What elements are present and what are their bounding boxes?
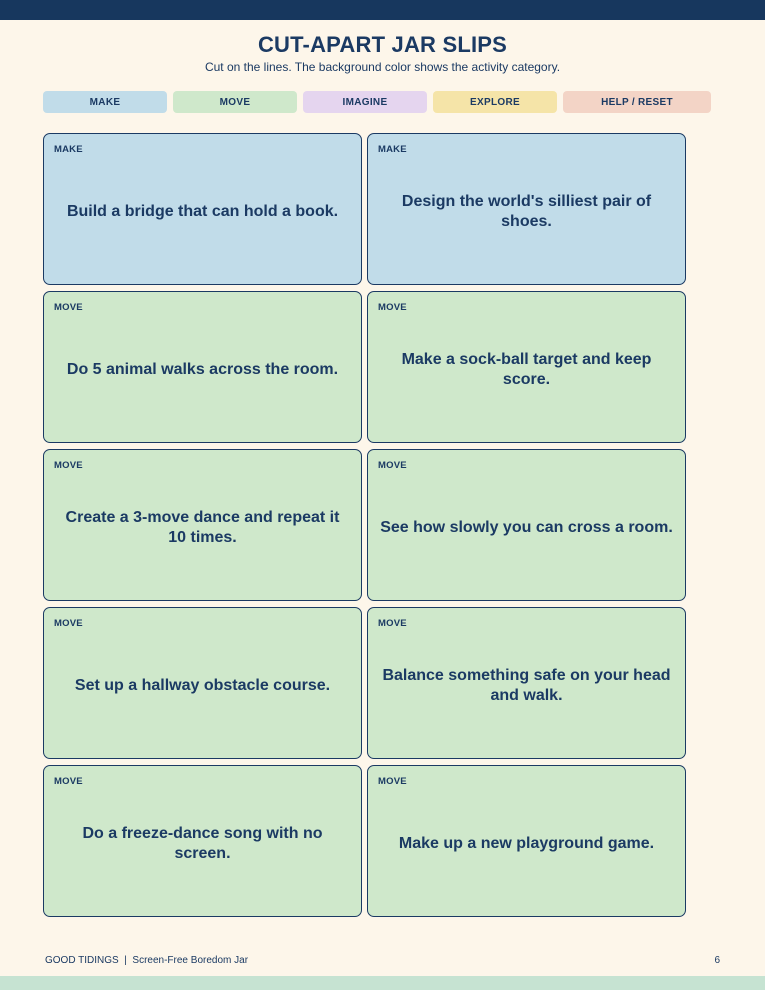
- bottom-accent-bar: [0, 976, 765, 990]
- slip-category-label: MAKE: [378, 144, 407, 155]
- slip-category-label: MOVE: [378, 776, 407, 787]
- slip-category-label: MOVE: [54, 776, 83, 787]
- jar-slip: [367, 449, 686, 601]
- slip-activity-text: Set up a hallway obstacle course.: [74, 677, 331, 694]
- slip-category-label: MOVE: [54, 302, 83, 313]
- slip-category-label: MOVE: [54, 460, 83, 471]
- slip-activity-text: Make up a new playground game.: [398, 835, 655, 852]
- jar-slip: [367, 765, 686, 917]
- slip-activity-text: Build a bridge that can hold a book.: [66, 203, 339, 220]
- slip-category-label: MOVE: [378, 460, 407, 471]
- jar-slip: [367, 607, 686, 759]
- category-legend: [43, 91, 711, 113]
- slip-activity-text: Create a 3-move dance and repeat it 10 times.: [65, 509, 340, 546]
- slip-activity-text: Balance something safe on your head and walk.: [382, 667, 671, 704]
- slip-category-label: MOVE: [378, 302, 407, 313]
- legend-chip-explore: EXPLORE: [433, 91, 557, 113]
- slip-activity-text: See how slowly you can cross a room.: [380, 519, 673, 536]
- footer-page-number: 6: [714, 955, 720, 966]
- slip-activity-text: Do a freeze-dance song with no screen.: [82, 825, 323, 862]
- top-banner-bar: [0, 0, 765, 20]
- legend-chip-help-reset: HELP / RESET: [563, 91, 711, 113]
- slip-activity-text: Design the world's silliest pair of shoes.: [401, 193, 652, 230]
- page-subtitle: Cut on the lines. The background color shows the activity category.: [204, 60, 561, 74]
- legend-chip-move: MOVE: [173, 91, 297, 113]
- slip-category-label: MAKE: [54, 144, 83, 155]
- page-title: CUT-APART JAR SLIPS: [257, 32, 508, 57]
- slip-activity-text: Do 5 animal walks across the room.: [66, 361, 339, 378]
- legend-chip-make: MAKE: [43, 91, 167, 113]
- legend-chip-imagine: IMAGINE: [303, 91, 427, 113]
- slip-grid: [43, 133, 686, 917]
- jar-slip: [367, 291, 686, 443]
- jar-slip: [43, 291, 362, 443]
- slip-activity-text: Make a sock-ball target and keep score.: [401, 351, 652, 388]
- jar-slip: [43, 765, 362, 917]
- jar-slip: [43, 133, 362, 285]
- jar-slip: [43, 607, 362, 759]
- footer-publication-label: GOOD TIDINGS | Screen-Free Boredom Jar: [45, 955, 249, 966]
- jar-slip: [43, 449, 362, 601]
- slip-category-label: MOVE: [54, 618, 83, 629]
- slip-category-label: MOVE: [378, 618, 407, 629]
- jar-slip: [367, 133, 686, 285]
